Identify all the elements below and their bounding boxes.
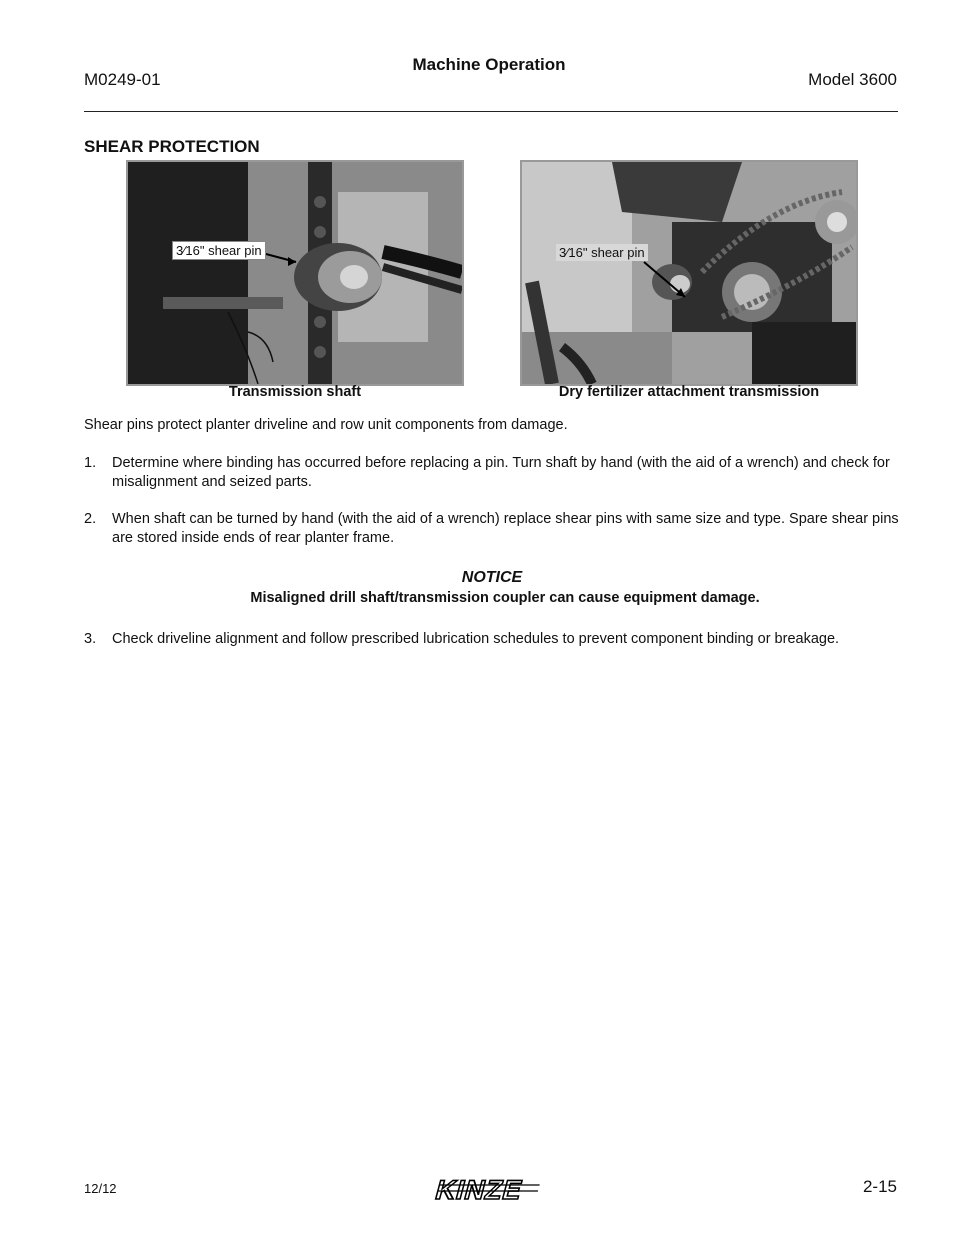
step-number: 1. xyxy=(84,455,97,471)
figure-caption: Transmission shaft xyxy=(228,384,362,400)
step-text: Check driveline alignment and follow prescribed lubrication schedules to prevent component binding or breakage. xyxy=(112,631,840,647)
model-name: Model 3600 xyxy=(808,70,897,89)
revision-date: 12/12 xyxy=(84,1181,117,1196)
step-number: 3. xyxy=(84,631,97,647)
intro-paragraph: Shear pins protect planter driveline and row unit components from damage. xyxy=(84,417,568,433)
page-number: 2-15 xyxy=(862,1177,897,1196)
shear-pin-callout: 3⁄16" shear pin xyxy=(172,241,266,260)
page-title: SHEAR PROTECTION xyxy=(84,137,260,156)
transmission-shaft-photo xyxy=(126,160,464,386)
step-item xyxy=(84,510,904,550)
step-item xyxy=(84,454,904,494)
header-divider xyxy=(84,111,898,112)
step-item xyxy=(84,630,904,650)
fertilizer-transmission-photo xyxy=(520,160,858,386)
shear-pin-callout: 3⁄16" shear pin xyxy=(556,244,648,261)
svg-text:KINZE: KINZE xyxy=(432,1176,527,1204)
step-number: 2. xyxy=(84,511,97,527)
step-text: When shaft can be turned by hand (with the aid of a wrench) replace shear pins with same size and type. Spare shear pins are stored inside ends of rear planter frame. xyxy=(112,511,899,546)
document-number: M0249-01 xyxy=(84,70,161,89)
section-heading: Machine Operation xyxy=(412,55,566,74)
notice-text: Misaligned drill shaft/transmission coupler can cause equipment damage. xyxy=(250,590,760,606)
notice-heading: NOTICE xyxy=(461,569,523,586)
kinze-logo xyxy=(430,1176,550,1209)
figure-caption: Dry fertilizer attachment transmission xyxy=(558,384,820,400)
kinze-logo-graphic xyxy=(430,1176,550,1204)
step-text: Determine where binding has occurred before replacing a pin. Turn shaft by hand (with the aid of a wrench) and check for misalignment and seized parts. xyxy=(112,455,890,490)
